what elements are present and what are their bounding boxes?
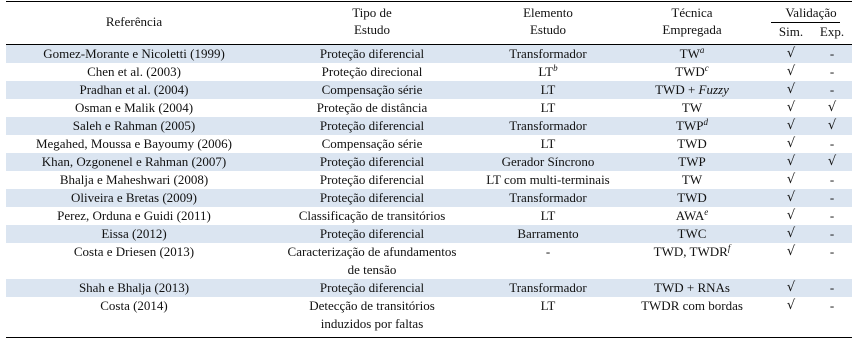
row-tecnica: TWD + Fuzzy [655, 82, 729, 97]
row-exp: - [829, 82, 835, 97]
row-tipo-line2: de tensão [347, 262, 397, 277]
row-referencia: Shah e Bhalja (2013) [78, 280, 190, 295]
row-tecnica: TWC [677, 226, 707, 241]
row-sim-checkmark: √ [786, 118, 796, 133]
row-elemento: LT [540, 208, 556, 223]
row-exp: √ [827, 154, 837, 169]
table-row [6, 297, 852, 333]
header-elemento-line2: Estudo [529, 22, 567, 37]
row-tipo: Detecção de transitórios [309, 298, 435, 313]
row-referencia: Costa e Driesen (2013) [73, 244, 195, 259]
row-exp: - [829, 46, 835, 61]
row-sim-checkmark: √ [786, 298, 796, 313]
header-exp: Exp. [819, 24, 845, 39]
row-sim-checkmark: √ [786, 244, 796, 259]
row-tecnica: TW [681, 100, 703, 115]
header-tecnica [614, 4, 770, 38]
header-referencia: Referência [105, 14, 163, 29]
row-elemento: Barramento [517, 226, 579, 241]
row-sim-checkmark: √ [786, 190, 796, 205]
row-sim-checkmark: √ [786, 208, 796, 223]
row-elemento: $LT^b$ [538, 63, 558, 79]
table-row [6, 171, 852, 189]
row-referencia: Megahed, Moussa e Bayoumy (2006) [35, 136, 233, 151]
row-tipo: Compensação série [321, 82, 423, 97]
table-row [6, 135, 852, 153]
row-exp: - [829, 172, 835, 187]
row-exp: - [829, 64, 835, 79]
footnote-marker: c [704, 63, 709, 73]
row-elemento: - [545, 244, 551, 259]
row-referencia: Gomez-Morante e Nicoletti (1999) [43, 46, 225, 61]
row-referencia: Osman e Malik (2004) [74, 100, 194, 115]
row-referencia: Costa (2014) [100, 298, 168, 313]
row-tipo: Caracterização de afundamentos [287, 244, 457, 259]
table-row [6, 99, 852, 117]
row-tipo: Proteção diferencial [319, 280, 425, 295]
row-tipo: Proteção diferencial [319, 46, 425, 61]
row-elemento: Transformador [509, 190, 587, 205]
row-tipo: Proteção diferencial [319, 190, 425, 205]
row-tecnica: TWD + RNAs [654, 280, 730, 295]
row-sim-checkmark: √ [786, 46, 796, 61]
row-elemento: LT [540, 136, 556, 151]
table-row [6, 207, 852, 225]
row-exp: - [829, 226, 835, 241]
row-referencia: Oliveira e Bretas (2009) [71, 190, 197, 205]
row-tecnica: TWP [678, 154, 706, 169]
row-elemento: LT com multi-terminais [486, 172, 610, 187]
table-row [6, 117, 852, 135]
row-exp: - [829, 298, 835, 313]
row-tipo: Proteção de distância [316, 100, 428, 115]
row-tipo: Proteção diferencial [319, 226, 425, 241]
row-referencia: Chen et al. (2003) [87, 64, 181, 79]
row-elemento: Transformador [509, 280, 587, 295]
row-sim-checkmark: √ [786, 280, 796, 295]
footnote-marker: b [553, 63, 558, 73]
row-exp: - [829, 136, 835, 151]
row-tipo: Classificação de transitórios [298, 208, 446, 223]
row-exp: √ [827, 118, 837, 133]
row-tipo: Proteção direcional [321, 64, 423, 79]
row-tipo: Proteção diferencial [319, 172, 425, 187]
row-tecnica: $TW^a$ [679, 45, 705, 61]
row-tecnica: TWD, TWDR$^f$ [653, 243, 731, 259]
row-elemento: Gerador Síncrono [501, 154, 595, 169]
row-tipo: Proteção diferencial [319, 118, 425, 133]
table-row [6, 153, 852, 171]
row-tecnica: TWD [677, 190, 707, 205]
row-sim-checkmark: √ [786, 136, 796, 151]
header-tipo-line2: Estudo [353, 22, 391, 37]
row-tecnica: TWD [677, 136, 707, 151]
row-tecnica: TWP$^d$ [676, 117, 708, 133]
bottom-rule [6, 337, 852, 338]
header-elemento [482, 4, 614, 38]
header-tecnica-line2: Empregada [662, 22, 722, 37]
row-referencia: Pradhan et al. (2004) [79, 82, 189, 97]
row-referencia: Saleh e Rahman (2005) [72, 118, 196, 133]
row-referencia: Bhalja e Maheshwari (2008) [59, 172, 209, 187]
header-tipo-line1: Tipo de [352, 5, 392, 20]
row-exp: - [829, 280, 835, 295]
row-sim-checkmark: √ [786, 82, 796, 97]
tecnica-italic: Fuzzy [698, 82, 729, 97]
header-tipo [262, 4, 482, 38]
footnote-marker: d [703, 117, 708, 127]
header-elemento-line1: Elemento [523, 5, 573, 20]
row-sim-checkmark: √ [786, 172, 796, 187]
row-elemento: LT [540, 82, 556, 97]
header-tecnica-line1: Técnica [671, 5, 713, 20]
top-rule [6, 1, 852, 2]
footnote-marker: e [704, 207, 709, 217]
row-elemento: LT [540, 298, 556, 313]
row-elemento: LT [540, 100, 556, 115]
row-exp: - [829, 208, 835, 223]
row-tecnica: TW [681, 172, 703, 187]
header-sim: Sim. [778, 24, 804, 39]
row-sim-checkmark: √ [786, 154, 796, 169]
footnote-marker: f [727, 243, 731, 253]
table-row [6, 279, 852, 297]
row-referencia: Khan, Ozgonenel e Rahman (2007) [41, 154, 227, 169]
row-sim-checkmark: √ [786, 100, 796, 115]
row-referencia: Perez, Orduna e Guidi (2011) [57, 208, 211, 223]
table-row [6, 243, 852, 279]
table-row [6, 81, 852, 99]
row-exp: √ [827, 100, 837, 115]
row-sim-checkmark: √ [786, 226, 796, 241]
row-exp: - [829, 190, 835, 205]
footnote-marker: a [699, 45, 705, 55]
row-sim-checkmark: √ [786, 64, 796, 79]
header-validacao: Validação [785, 5, 837, 20]
row-tipo-line2: induzidos por faltas [320, 316, 424, 331]
table-row [6, 189, 852, 207]
table-row [6, 45, 852, 63]
row-elemento: Transformador [509, 118, 587, 133]
row-elemento: Transformador [509, 46, 587, 61]
table-row [6, 225, 852, 243]
row-exp: - [829, 244, 835, 259]
row-referencia: Eissa (2012) [101, 226, 167, 241]
table-row [6, 63, 852, 81]
row-tipo: Compensação série [321, 136, 423, 151]
row-tecnica: TWD$^c$ [675, 63, 709, 79]
row-tecnica: TWDR com bordas [641, 298, 743, 313]
row-tecnica: AWA$^e$ [675, 207, 709, 223]
row-tipo: Proteção diferencial [319, 154, 425, 169]
